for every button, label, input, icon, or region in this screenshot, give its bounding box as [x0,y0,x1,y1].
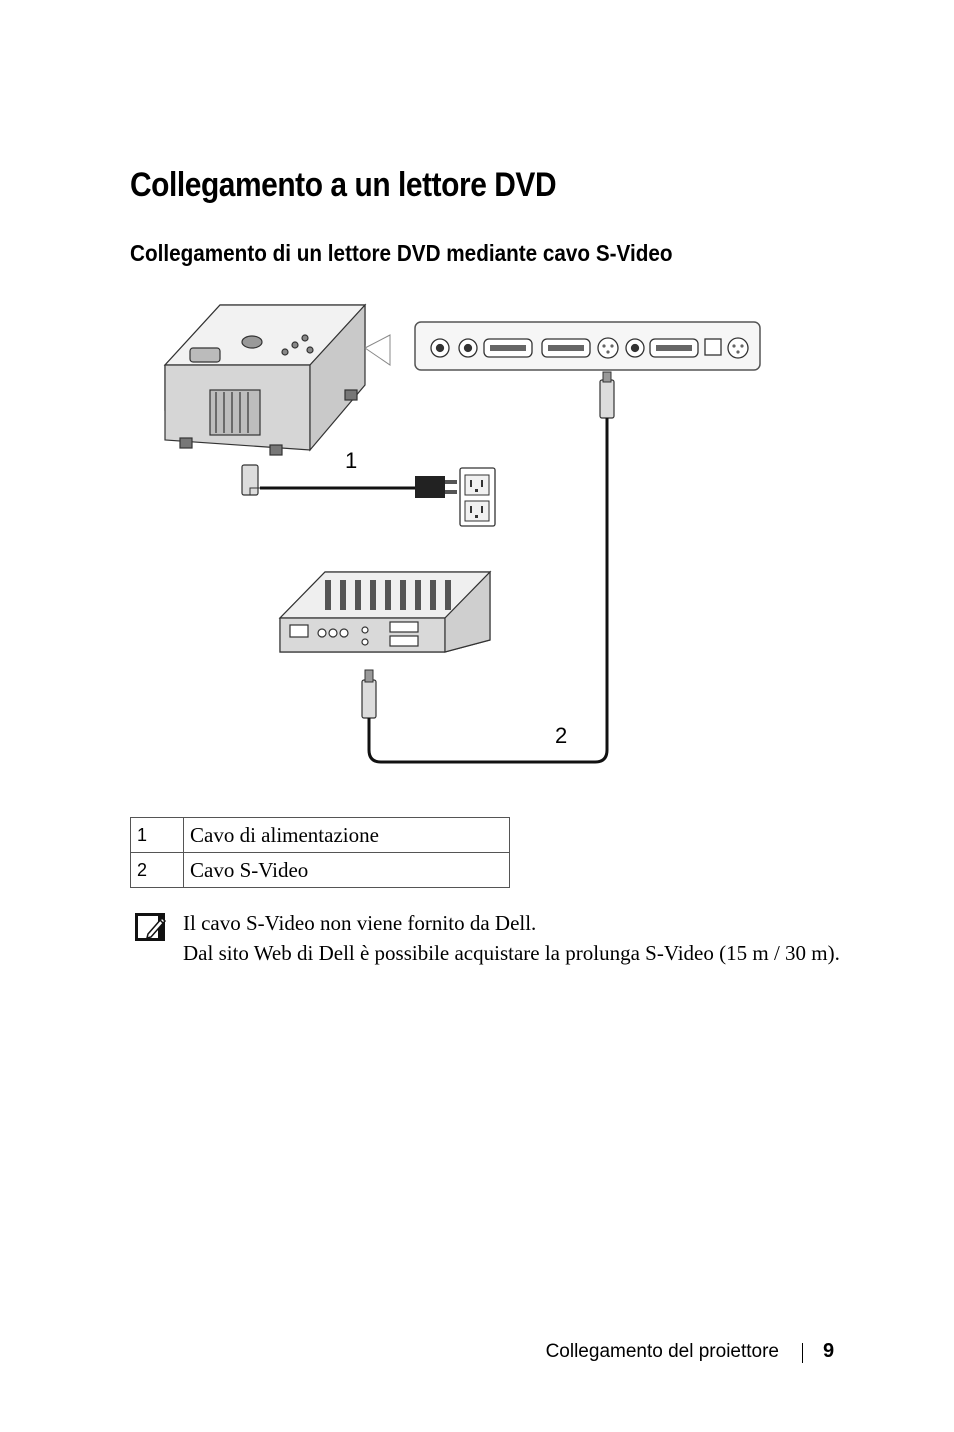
callout-2: 2 [555,723,568,748]
table-row [131,853,510,888]
page-title: Collegamento a un lettore DVD [130,166,557,204]
legend-label: Cavo di alimentazione [184,818,510,853]
page-footer [0,1339,954,1369]
rear-panel-icon [415,322,760,370]
legend-label: Cavo S-Video [184,853,510,888]
pencil-note-icon [134,912,166,942]
wall-outlet-icon [460,468,495,526]
legend-number: 1 [131,818,184,853]
note-line-2: Dal sito Web di Dell è possibile acquistare la prolunga S-Video (15 m / 30 m). [183,941,840,965]
connection-diagram [150,300,770,770]
legend-number: 2 [131,853,184,888]
dvd-player-icon [280,572,490,652]
table-row [131,818,510,853]
page-number: 9 [823,1340,835,1362]
callout-1: 1 [345,448,358,473]
section-subtitle: Collegamento di un lettore DVD mediante cavo S-Video [130,240,673,266]
footer-section-title: Collegamento del proiettore [545,1341,779,1362]
footer-separator [802,1343,803,1363]
note-line-1: Il cavo S-Video non viene fornito da Dell. [183,911,537,935]
s-video-cable-icon [362,372,614,762]
projector-icon [165,305,365,455]
legend-table [130,817,510,888]
